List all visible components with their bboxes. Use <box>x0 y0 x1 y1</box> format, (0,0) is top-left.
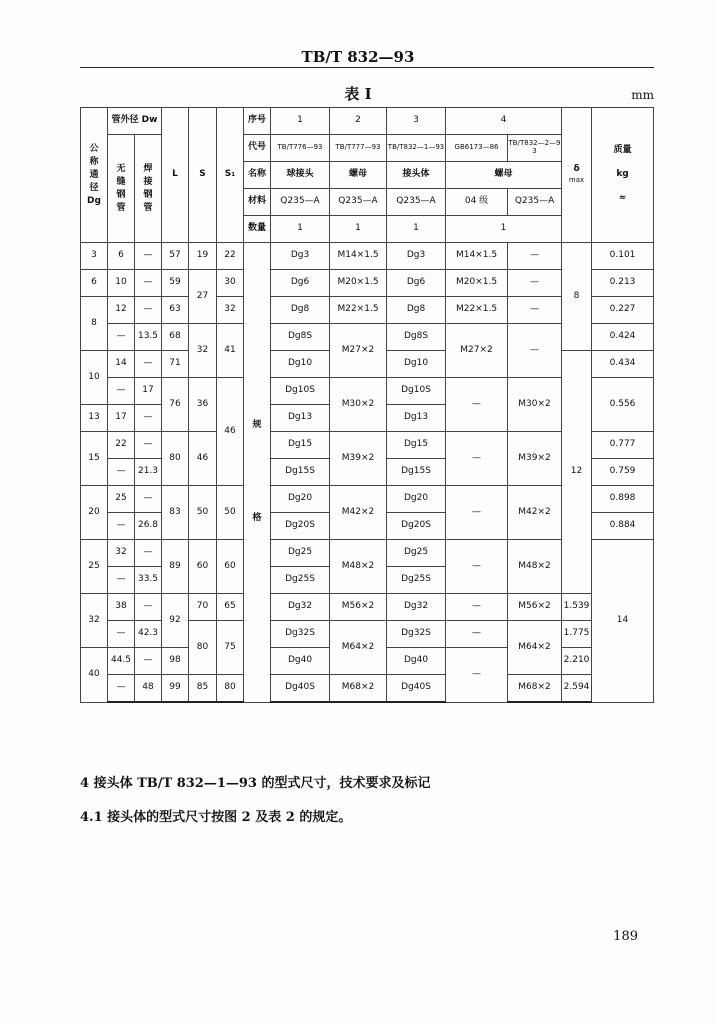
cell-body: Dg25 <box>387 540 446 567</box>
cell-s1: 80 <box>217 675 244 703</box>
cell-ball-joint: Dg25 <box>271 540 330 567</box>
table-row <box>81 243 654 270</box>
spec-label: 规 格 <box>244 243 271 703</box>
cell-nut-gb: — <box>446 648 508 703</box>
cell-ball-joint: Dg40S <box>271 675 330 703</box>
nominal-dia-header: 公 称 通 径 Dg <box>81 108 108 243</box>
mass-header <box>592 108 654 243</box>
cell-delta: 8 <box>562 243 592 351</box>
cell-delta: 12 <box>562 351 592 594</box>
table-row <box>81 675 654 703</box>
cell-nut-gb: M22×1.5 <box>446 297 508 324</box>
cell-seamless: — <box>108 378 135 405</box>
delta-symbol: δ <box>573 164 580 175</box>
table-unit: mm <box>631 88 654 102</box>
cell-body: Dg10S <box>387 378 446 405</box>
cell-body: Dg25S <box>387 567 446 594</box>
welded-header: 焊 接 钢 管 <box>135 135 162 243</box>
cell-body: Dg32 <box>387 594 446 621</box>
cell-nut-tb: M42×2 <box>508 486 562 540</box>
cell-seamless: 38 <box>108 594 135 621</box>
cell-welded: — <box>135 270 162 297</box>
cell-nut: M20×1.5 <box>330 270 387 297</box>
material-4b: Q235—A <box>508 189 562 216</box>
material-2: Q235—A <box>330 189 387 216</box>
cell-seamless: 12 <box>108 297 135 324</box>
section-4-1-text: 4.1 接头体的型式尺寸按图 2 及表 2 的规定。 <box>80 810 352 825</box>
cell-l: 76 <box>162 378 189 432</box>
cell-welded: 48 <box>135 675 162 703</box>
cell-dg: 20 <box>81 486 108 540</box>
cell-s1: 32 <box>217 297 244 324</box>
cell-s: 36 <box>189 378 217 432</box>
cell-ball-joint: Dg8S <box>271 324 330 351</box>
cell-dg: 10 <box>81 351 108 405</box>
delta-header <box>562 108 592 243</box>
cell-l: 63 <box>162 297 189 324</box>
s-header: S <box>189 108 217 243</box>
cell-s: 19 <box>189 243 217 270</box>
standard-number: TB/T 832—93 <box>301 48 415 66</box>
cell-seamless: — <box>108 567 135 594</box>
qty-label: 数量 <box>244 216 271 243</box>
cell-welded: — <box>135 243 162 270</box>
code-3: TB/T832—1—93 <box>387 135 446 162</box>
cell-seamless: 10 <box>108 270 135 297</box>
cell-welded: 21.3 <box>135 459 162 486</box>
cell-body: Dg8S <box>387 324 446 351</box>
cell-seamless: — <box>108 459 135 486</box>
cell-s1: 50 <box>217 486 244 540</box>
cell-s: 27 <box>189 270 217 324</box>
cell-welded: — <box>135 351 162 378</box>
cell-body: Dg32S <box>387 621 446 648</box>
cell-dg: 32 <box>81 594 108 648</box>
code-4a: GB6173—86 <box>446 135 508 162</box>
name-2: 螺母 <box>330 162 387 189</box>
spec-table <box>80 107 654 703</box>
cell-mass: 1.775 <box>562 621 592 648</box>
cell-ball-joint: Dg15 <box>271 432 330 459</box>
cell-ball-joint: Dg32S <box>271 621 330 648</box>
cell-seamless: 32 <box>108 540 135 567</box>
cell-mass: 0.898 <box>592 486 654 513</box>
cell-welded: — <box>135 486 162 513</box>
cell-nut-tb: — <box>508 243 562 270</box>
l-header: L <box>162 108 189 243</box>
cell-welded: 33.5 <box>135 567 162 594</box>
cell-mass: 2.210 <box>562 648 592 675</box>
cell-ball-joint: Dg3 <box>271 243 330 270</box>
cell-mass: 0.227 <box>592 297 654 324</box>
cell-nut-tb: M48×2 <box>508 540 562 594</box>
cell-mass: 0.556 <box>592 378 654 432</box>
cell-dg: 3 <box>81 243 108 270</box>
code-label: 代号 <box>244 135 271 162</box>
cell-body: Dg20S <box>387 513 446 540</box>
cell-nut-tb: M64×2 <box>508 621 562 675</box>
cell-l: 92 <box>162 594 189 648</box>
cell-nut-tb: M56×2 <box>508 594 562 621</box>
cell-dg: 40 <box>81 648 108 703</box>
cell-ball-joint: Dg8 <box>271 297 330 324</box>
seq-label: 序号 <box>244 108 271 135</box>
cell-mass: 0.424 <box>592 324 654 351</box>
cell-seamless: 17 <box>108 405 135 432</box>
cell-l: 89 <box>162 540 189 594</box>
cell-l: 59 <box>162 270 189 297</box>
table-row <box>81 594 654 621</box>
cell-mass: 0.759 <box>592 459 654 486</box>
cell-seamless: — <box>108 513 135 540</box>
pipe-od-header: 管外径 Dw <box>108 108 162 135</box>
cell-mass: 0.101 <box>592 243 654 270</box>
cell-delta: 14 <box>592 540 654 703</box>
cell-mass: 1.539 <box>562 594 592 621</box>
cell-s1: 75 <box>217 621 244 675</box>
cell-s: 80 <box>189 621 217 675</box>
cell-l: 98 <box>162 648 189 675</box>
cell-nut-tb: — <box>508 324 562 378</box>
cell-s1: 65 <box>217 594 244 621</box>
cell-s: 70 <box>189 594 217 621</box>
qty-1: 1 <box>271 216 330 243</box>
cell-mass: 0.434 <box>592 351 654 378</box>
cell-l: 83 <box>162 486 189 540</box>
cell-ball-joint: Dg10 <box>271 351 330 378</box>
cell-nut: M39×2 <box>330 432 387 486</box>
page-number: 189 <box>613 929 638 944</box>
seq-1: 1 <box>271 108 330 135</box>
cell-nut-gb: — <box>446 378 508 432</box>
cell-ball-joint: Dg40 <box>271 648 330 675</box>
name-1: 球接头 <box>271 162 330 189</box>
seq-3: 3 <box>387 108 446 135</box>
mass-unit: kg <box>616 169 629 180</box>
cell-welded: 26.8 <box>135 513 162 540</box>
cell-seamless: 22 <box>108 432 135 459</box>
cell-s1: 60 <box>217 540 244 594</box>
cell-dg: 15 <box>81 432 108 486</box>
cell-seamless: 44.5 <box>108 648 135 675</box>
cell-l: 71 <box>162 351 189 378</box>
cell-s: 46 <box>189 432 217 486</box>
cell-l: 57 <box>162 243 189 270</box>
cell-s: 60 <box>189 540 217 594</box>
cell-mass: 2.594 <box>562 675 592 703</box>
cell-s: 50 <box>189 486 217 540</box>
cell-welded: — <box>135 297 162 324</box>
cell-s1: 22 <box>217 243 244 270</box>
cell-s: 32 <box>189 324 217 378</box>
material-4a: 04 级 <box>446 189 508 216</box>
seq-4: 4 <box>446 108 562 135</box>
cell-nut: M42×2 <box>330 486 387 540</box>
cell-dg: 13 <box>81 405 108 432</box>
section-4-heading: 4 接头体 TB/T 832—1—93 的型式尺寸，技术要求及标记 <box>80 776 431 791</box>
cell-s: 85 <box>189 675 217 703</box>
cell-nut-tb: M39×2 <box>508 432 562 486</box>
cell-ball-joint: Dg20 <box>271 486 330 513</box>
cell-seamless: 6 <box>108 243 135 270</box>
cell-seamless: 25 <box>108 486 135 513</box>
qty-4: 1 <box>446 216 562 243</box>
cell-body: Dg10 <box>387 351 446 378</box>
s1-header: S₁ <box>217 108 244 243</box>
cell-ball-joint: Dg10S <box>271 378 330 405</box>
header-rule <box>80 67 654 68</box>
cell-welded: — <box>135 405 162 432</box>
code-4b: TB/T832—2—93 <box>508 135 562 162</box>
cell-welded: — <box>135 540 162 567</box>
cell-nut: M56×2 <box>330 594 387 621</box>
code-2: TB/T777—93 <box>330 135 387 162</box>
material-3: Q235—A <box>387 189 446 216</box>
cell-nut: M68×2 <box>330 675 387 703</box>
cell-mass: 0.213 <box>592 270 654 297</box>
name-4: 螺母 <box>446 162 562 189</box>
cell-ball-joint: Dg15S <box>271 459 330 486</box>
cell-nut-gb: — <box>446 621 508 648</box>
cell-body: Dg15 <box>387 432 446 459</box>
cell-nut-tb: M30×2 <box>508 378 562 432</box>
material-label: 材料 <box>244 189 271 216</box>
cell-nut: M14×1.5 <box>330 243 387 270</box>
cell-body: Dg13 <box>387 405 446 432</box>
cell-dg: 8 <box>81 297 108 351</box>
cell-body: Dg15S <box>387 459 446 486</box>
cell-body: Dg3 <box>387 243 446 270</box>
cell-welded: 17 <box>135 378 162 405</box>
seamless-header: 无 缝 钢 管 <box>108 135 135 243</box>
cell-nut-tb: — <box>508 270 562 297</box>
cell-welded: 42.3 <box>135 621 162 648</box>
qty-2: 1 <box>330 216 387 243</box>
table-title: 表 I <box>344 85 372 103</box>
cell-welded: 13.5 <box>135 324 162 351</box>
code-1: TB/T776—93 <box>271 135 330 162</box>
qty-3: 1 <box>387 216 446 243</box>
cell-l: 99 <box>162 675 189 703</box>
seq-2: 2 <box>330 108 387 135</box>
name-label: 名称 <box>244 162 271 189</box>
cell-body: Dg6 <box>387 270 446 297</box>
cell-seamless: — <box>108 621 135 648</box>
cell-dg: 25 <box>81 540 108 594</box>
cell-nut-gb: — <box>446 540 508 594</box>
cell-dg: 6 <box>81 270 108 297</box>
cell-nut: M22×1.5 <box>330 297 387 324</box>
cell-nut-tb: — <box>508 297 562 324</box>
cell-nut-gb: — <box>446 594 508 621</box>
cell-body: Dg8 <box>387 297 446 324</box>
cell-ball-joint: Dg6 <box>271 270 330 297</box>
cell-body: Dg40 <box>387 648 446 675</box>
cell-l: 80 <box>162 432 189 486</box>
cell-nut: M27×2 <box>330 324 387 378</box>
cell-ball-joint: Dg20S <box>271 513 330 540</box>
delta-max: max <box>568 176 585 185</box>
cell-l: 68 <box>162 324 189 351</box>
cell-mass: 0.777 <box>592 432 654 459</box>
cell-welded: — <box>135 648 162 675</box>
mass-approx: ≈ <box>618 192 627 203</box>
name-3: 接头体 <box>387 162 446 189</box>
cell-nut-gb: M20×1.5 <box>446 270 508 297</box>
material-1: Q235—A <box>271 189 330 216</box>
cell-seamless: — <box>108 324 135 351</box>
cell-seamless: 14 <box>108 351 135 378</box>
cell-body: Dg20 <box>387 486 446 513</box>
cell-nut: M30×2 <box>330 378 387 432</box>
cell-s1: 46 <box>217 378 244 486</box>
cell-nut: M48×2 <box>330 540 387 594</box>
cell-nut-gb: M27×2 <box>446 324 508 378</box>
cell-body: Dg40S <box>387 675 446 703</box>
cell-ball-joint: Dg32 <box>271 594 330 621</box>
cell-s1: 41 <box>217 324 244 378</box>
cell-ball-joint: Dg13 <box>271 405 330 432</box>
cell-nut-tb: M68×2 <box>508 675 562 703</box>
cell-s1: 30 <box>217 270 244 297</box>
cell-ball-joint: Dg25S <box>271 567 330 594</box>
cell-welded: — <box>135 594 162 621</box>
cell-mass: 0.884 <box>592 513 654 540</box>
mass-label: 质量 <box>613 145 632 156</box>
cell-seamless: — <box>108 675 135 703</box>
cell-welded: — <box>135 432 162 459</box>
cell-nut: M64×2 <box>330 621 387 675</box>
cell-nut-gb: — <box>446 486 508 540</box>
cell-nut-gb: M14×1.5 <box>446 243 508 270</box>
cell-nut-gb: — <box>446 432 508 486</box>
